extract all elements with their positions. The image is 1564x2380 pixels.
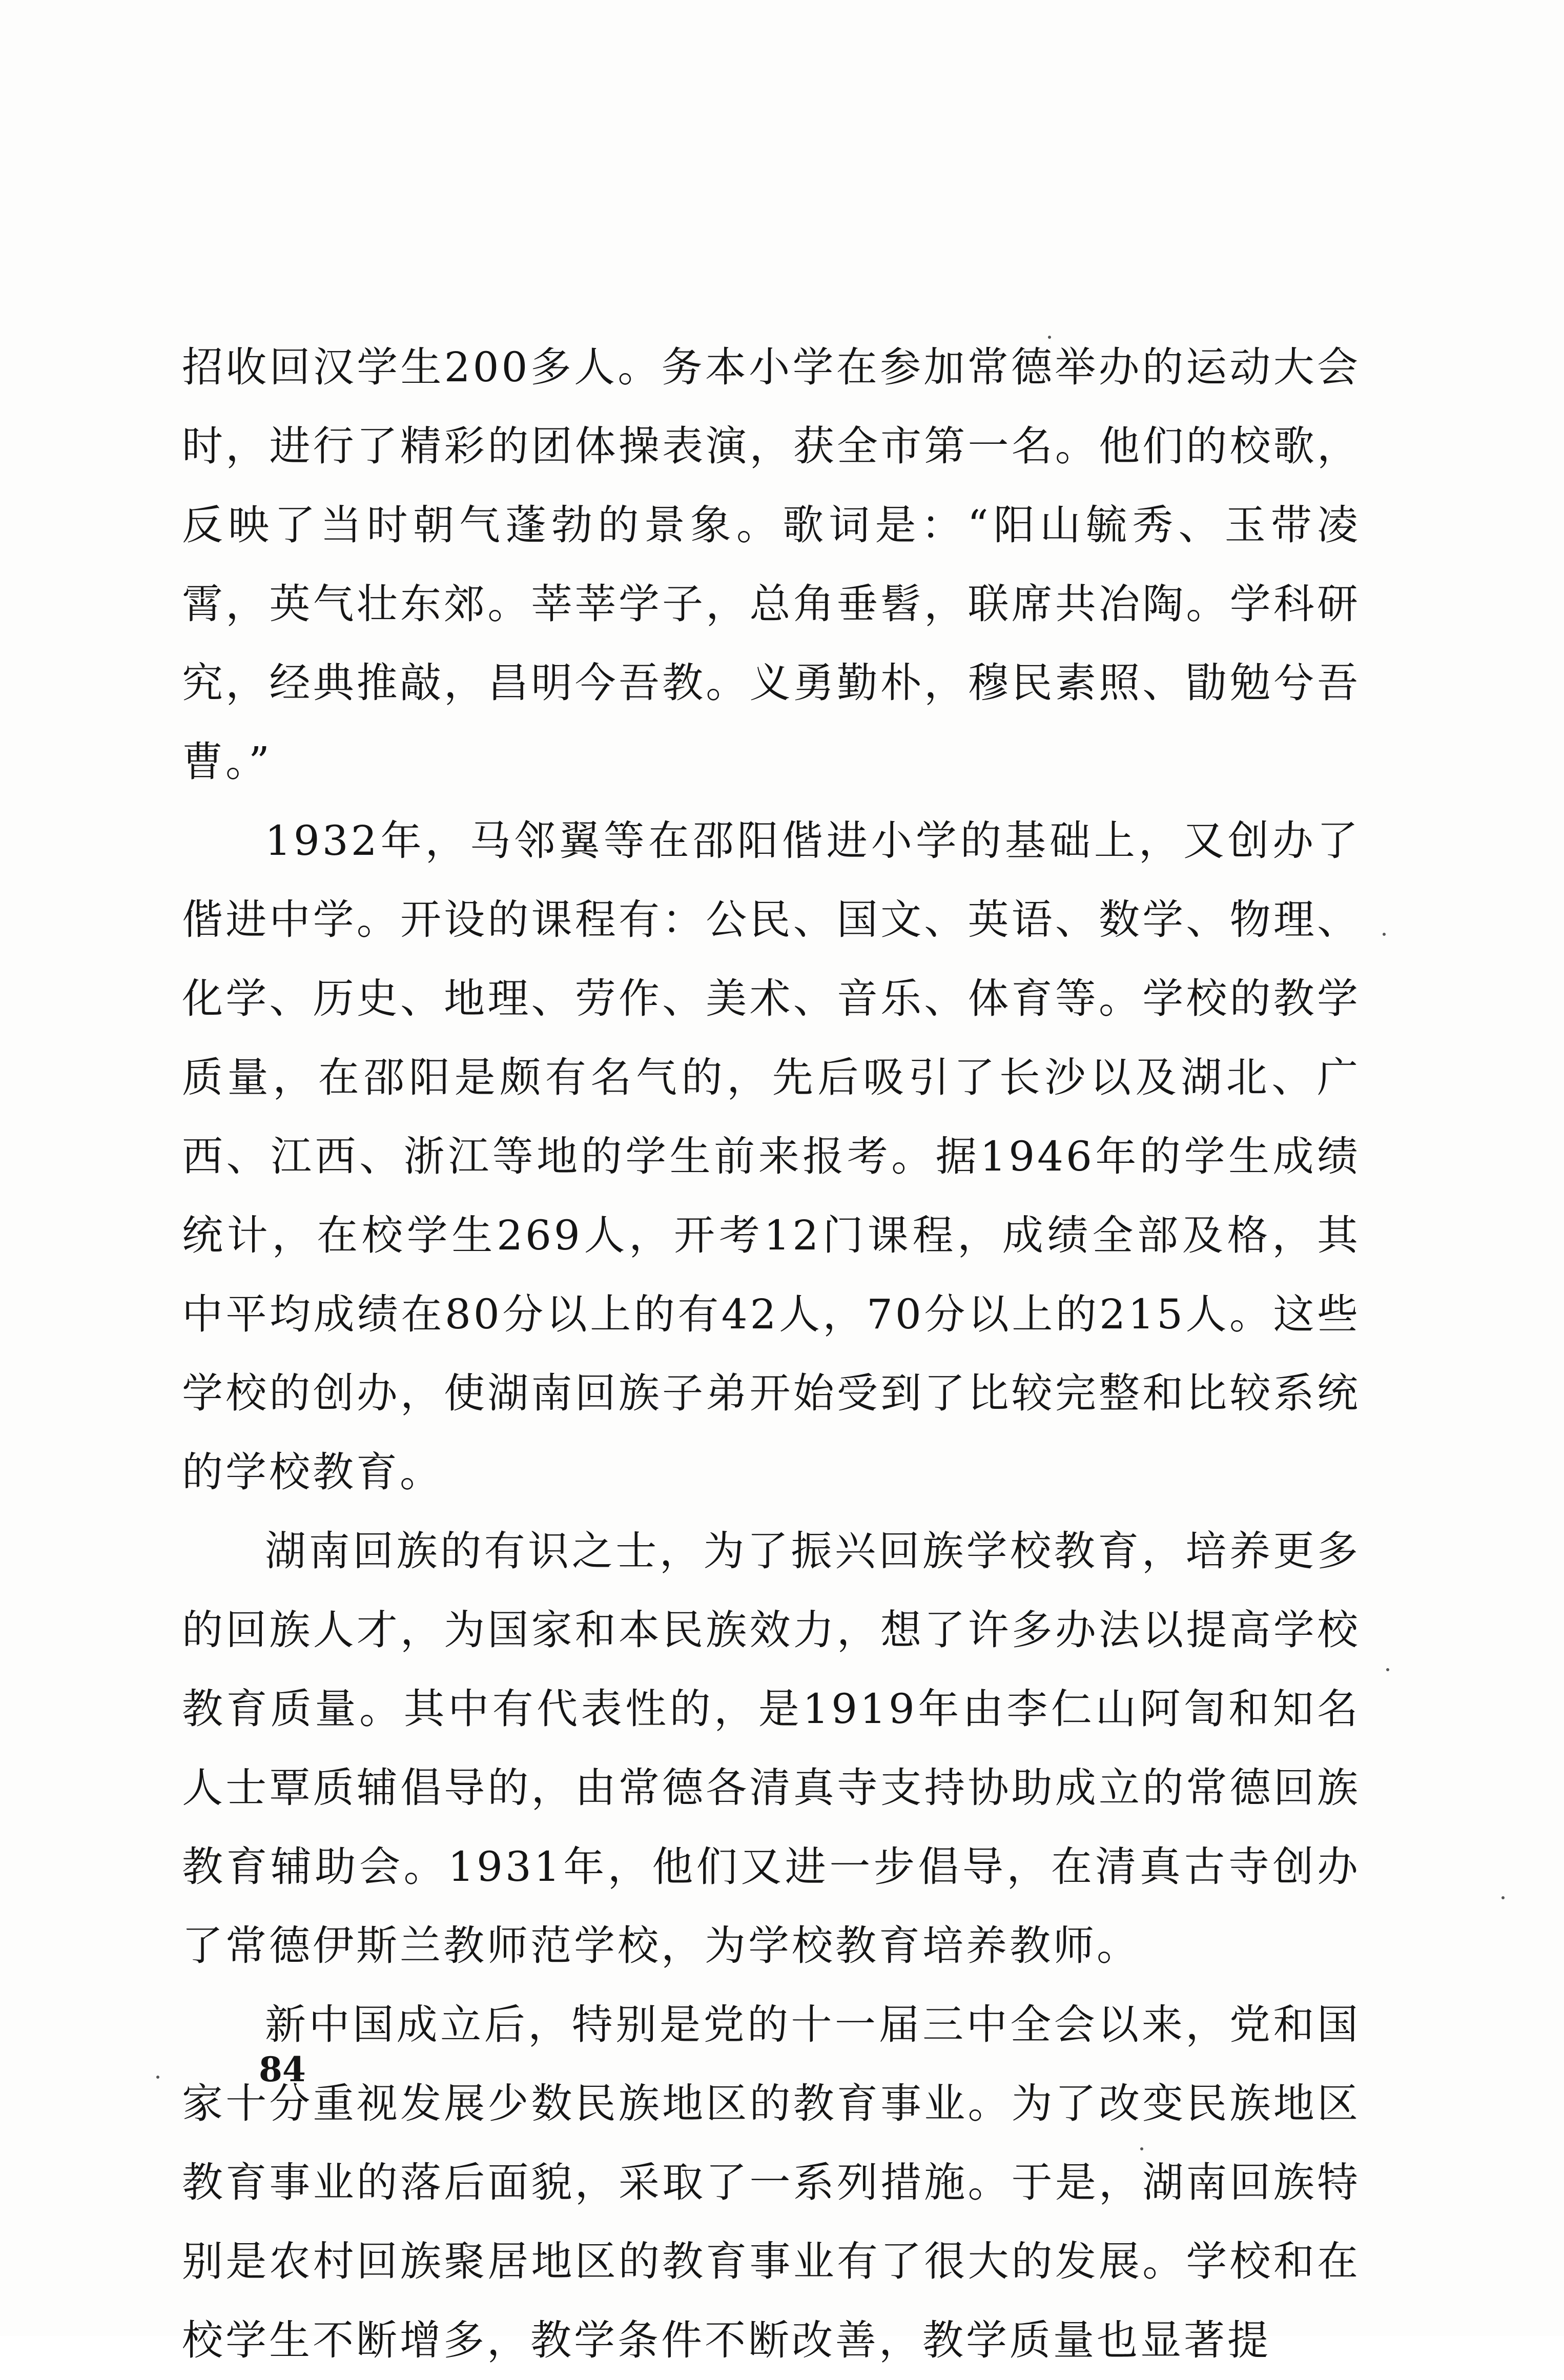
paragraph-xiejin-middle-school: 1932年，马邻翼等在邵阳偕进小学的基础上，又创办了偕进中学。开设的课程有：公民、国文、英语、数学、物理、化学、历史、地理、劳作、美术、音乐、体育等。学校的教学质量，在邵阳是颇有名气的，先后吸引了长沙以及湖北、广西、江西、浙江等地的学生前来报考。据1946年的学生成绩统计，在校学生269人，开考12门课程，成绩全部及格，其中平均成绩在80分以上的有42人，70分以上的215人。这些学校的创办，使湖南回族子弟开始受到了比较完整和比较系统的学校教育。 [182,817,1361,1496]
scan-speck [156,2076,159,2079]
scan-speck [1501,1896,1505,1899]
scan-speck [1140,2147,1143,2150]
scan-speck [1048,336,1051,339]
scan-speck [1383,933,1386,936]
body-text [182,328,1361,2380]
paragraph-school-song: 招收回汉学生200多人。务本小学在参加常德举办的运动大会时，进行了精彩的团体操表演，获全市第一名。他们的校歌，反映了当时朝气蓬勃的景象。歌词是：“阳山毓秀、玉带凌霄，英气壮东郊。莘莘学子，总角垂髫，联席共冶陶。学科研究，经典推敲，昌明今吾教。义勇勤朴，穆民素照、勖勉兮吾曹。” [182,343,1361,786]
page-number: 84 [259,2049,306,2089]
paragraph-education-aid-society: 湖南回族的有识之士，为了振兴回族学校教育，培养更多的回族人才，为国家和本民族效力，想了许多办法以提高学校教育质量。其中有代表性的，是1919年由李仁山阿訇和知名人士覃质辅倡导的，由常德各清真寺支持协助成立的常德回族教育辅助会。1931年，他们又进一步倡导，在清真古寺创办了常德伊斯兰教师范学校，为学校教育培养教师。 [182,1527,1361,1969]
scan-speck [1386,1668,1389,1671]
paragraph-new-china-education: 新中国成立后，特别是党的十一届三中全会以来，党和国家十分重视发展少数民族地区的教育事业。为了改变民族地区教育事业的落后面貌，采取了一系列措施。于是，湖南回族特别是农村回族聚居地区的教育事业有了很大的发展。学校和在校学生不断增多，教学条件不断改善，教学质量也显著提 [182,2001,1361,2364]
